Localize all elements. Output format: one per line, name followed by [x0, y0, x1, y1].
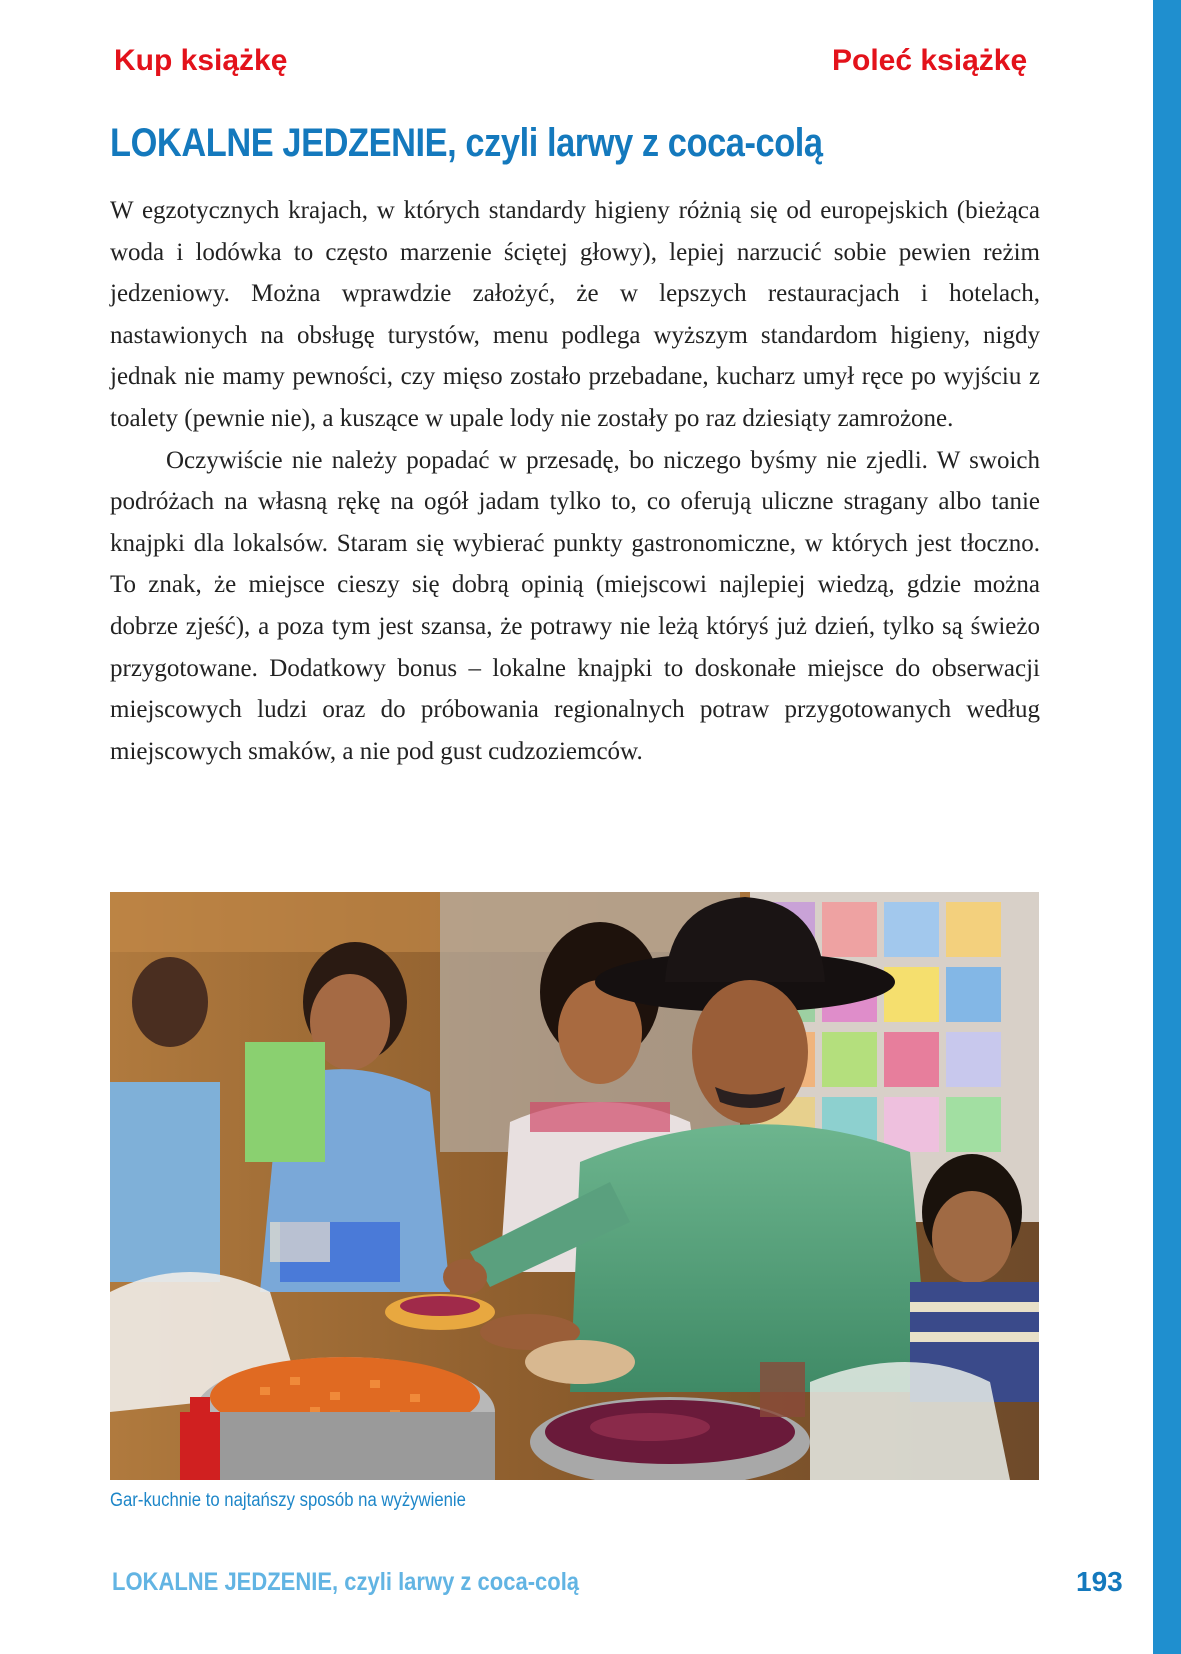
recommend-book-link[interactable]: Poleć książkę: [832, 44, 1028, 77]
footer-title-sub: czyli larwy z coca-colą: [338, 1568, 580, 1596]
page-number: 193: [1076, 1566, 1123, 1597]
page-title: [110, 116, 927, 170]
article-body: [110, 190, 1040, 772]
paragraph-2: Oczywiście nie należy popadać w przesadę, bo niczego byśmy nie zjedli. W swoich podróżach na własną rękę na ogół jadam tylko to, co oferują uliczne stragany albo tanie knajpki dla lokalsów. Staram się wybierać punkty gastronomiczne, w których jest tłoczno. To znak, że miejsce cieszy się dobrą opinią (miejscowi najlepiej wiedzą, gdzie można dobrze zjeść), a poza tym jest szansa, że potrawy nie leżą któryś już dzień, tylko są świeżo przygotowane. Dodatkowy bonus – lokalne knajpki to doskonałe miejsce do obserwacji miejscowych ludzi oraz do próbowania regionalnych potraw przygotowanych według miejscowych smaków, a nie pod gust cudzoziemców.: [110, 446, 1040, 765]
footer-title-main: LOKALNE JEDZENIE,: [112, 1568, 339, 1596]
page-title-sub: czyli larwy z coca-colą: [456, 121, 823, 165]
market-food-illustration: [110, 892, 1039, 1480]
side-color-strip: [1153, 0, 1181, 1654]
photo-caption: Gar-kuchnie to najtańszy sposób na wyżywienie: [110, 1490, 466, 1511]
page-title-main: LOKALNE JEDZENIE,: [110, 121, 457, 165]
paragraph-1: W egzotycznych krajach, w których standardy higieny różnią się od europejskich (bieżąca woda i lodówka to często marzenie ściętej głowy), lepiej narzucić sobie pewien reżim jedzeniowy. Można wprawdzie założyć, że w lepszych restauracjach i hotelach, nastawionych na obsługę turystów, menu podlega wyższym standardom higieny, nigdy jednak nie mamy pewności, czy mięso zostało przebadane, kucharz umył ręce po wyjściu z toalety (pewnie nie), a kuszące w upale lody nie zostały po raz dziesiąty zamrożone.: [110, 197, 1040, 432]
buy-book-link[interactable]: Kup książkę: [114, 44, 288, 77]
running-footer-title: [112, 1568, 579, 1597]
market-food-photo: [110, 892, 1039, 1480]
